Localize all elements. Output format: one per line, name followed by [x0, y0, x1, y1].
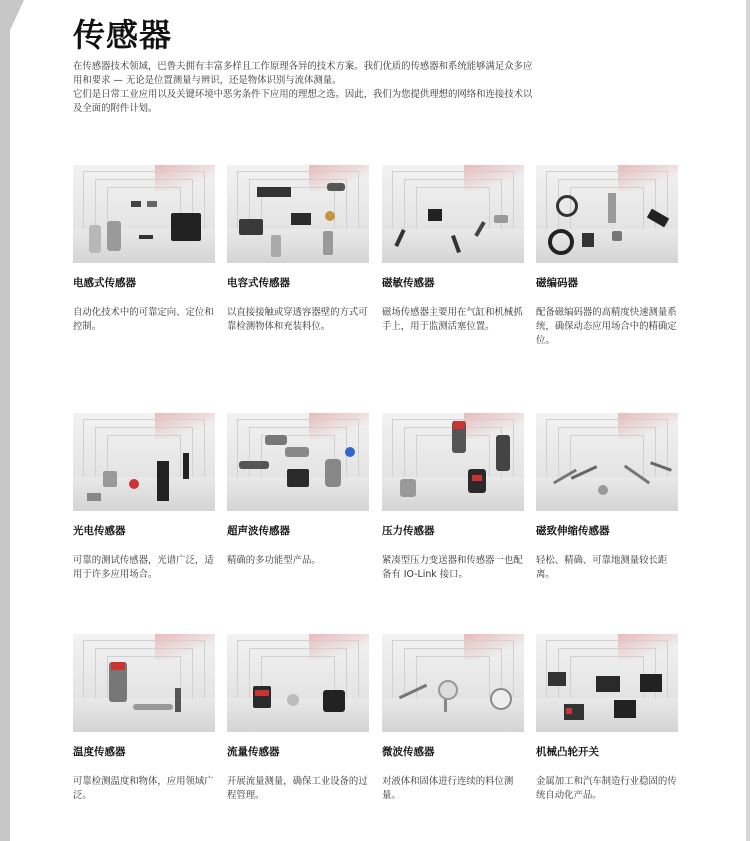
left-corner-accent: [0, 0, 24, 52]
category-card-ultrasonic[interactable]: [227, 413, 369, 568]
category-desc: 轻松、精确、可靠地测量较长距离。: [536, 555, 668, 580]
category-desc: 开展流量测量，确保工业设备的过程管理。: [227, 776, 368, 801]
category-desc: 金属加工和汽车制造行业稳固的传统自动化产品。: [536, 776, 677, 801]
intro-paragraph-1: 在传感器技术领域，巴鲁夫拥有丰富多样且工作原理各异的技术方案。我们优质的传感器和系统能够满足众多应用和要求 — 无论是位置测量与辨识，还是物体识别与流体测量。: [73, 61, 533, 86]
product-image-capacitive: [227, 165, 369, 263]
product-image-magnetic-encoder: [536, 165, 678, 263]
category-title: 机械凸轮开关: [536, 746, 599, 758]
category-card-pressure[interactable]: [382, 413, 524, 582]
intro-text: [73, 60, 533, 116]
category-card-temperature[interactable]: [73, 634, 215, 803]
product-image-microwave: [382, 634, 524, 732]
category-title: 磁编码器: [536, 277, 578, 289]
product-image-flow: [227, 634, 369, 732]
category-card-magnetic-encoder[interactable]: [536, 165, 678, 348]
category-desc: 紧凑型压力变送器和传感器一也配备有 IO-Link 接口。: [382, 555, 523, 580]
category-title: 压力传感器: [382, 525, 435, 537]
category-desc: 可靠的测试传感器，光谱广泛，适用于许多应用场合。: [73, 555, 214, 580]
category-title: 光电传感器: [73, 525, 126, 537]
product-image-pressure: [382, 413, 524, 511]
left-edge-bar: [0, 0, 10, 841]
category-desc: 磁场传感器主要用在气缸和机械抓手上，用于监测活塞位置。: [382, 307, 523, 332]
category-desc: 精确的多功能型产品。: [227, 555, 321, 566]
category-desc: 自动化技术中的可靠定向、定位和控制。: [73, 307, 214, 332]
product-image-temperature: [73, 634, 215, 732]
page-title: 传感器: [73, 16, 173, 54]
category-title: 电感式传感器: [73, 277, 136, 289]
product-image-inductive: [73, 165, 215, 263]
product-image-magnetostrictive: [536, 413, 678, 511]
category-card-microwave[interactable]: [382, 634, 524, 803]
category-desc: 以直接接触或穿透容器壁的方式可靠检测物体和充装料位。: [227, 307, 368, 332]
category-card-magnetostrictive[interactable]: [536, 413, 678, 582]
category-title: 电容式传感器: [227, 277, 290, 289]
category-card-flow[interactable]: [227, 634, 369, 803]
category-title: 微波传感器: [382, 746, 435, 758]
category-title: 温度传感器: [73, 746, 126, 758]
category-desc: 配备磁编码器的高精度快速测量系统，确保动态应用场合中的精确定位。: [536, 307, 677, 346]
category-desc: 对液体和固体进行连续的料位测量。: [382, 776, 514, 801]
category-title: 磁致伸缩传感器: [536, 525, 610, 537]
category-title: 超声波传感器: [227, 525, 290, 537]
category-card-inductive[interactable]: [73, 165, 215, 334]
category-card-magnetic[interactable]: [382, 165, 524, 334]
category-title: 流量传感器: [227, 746, 280, 758]
product-image-ultrasonic: [227, 413, 369, 511]
product-image-cam-switch: [536, 634, 678, 732]
category-card-capacitive[interactable]: [227, 165, 369, 334]
intro-paragraph-2: 它们是日常工业应用以及关键环境中恶劣条件下应用的理想之选。因此，我们为您提供理想的网络和连接技术以及全面的附件计划。: [73, 89, 533, 114]
product-image-photoelectric: [73, 413, 215, 511]
right-edge-bar: [746, 0, 750, 841]
category-title: 磁敏传感器: [382, 277, 435, 289]
category-card-cam-switch[interactable]: [536, 634, 678, 803]
category-card-photoelectric[interactable]: [73, 413, 215, 582]
category-desc: 可靠检测温度和物体，应用领域广泛。: [73, 776, 214, 801]
product-image-magnetic: [382, 165, 524, 263]
